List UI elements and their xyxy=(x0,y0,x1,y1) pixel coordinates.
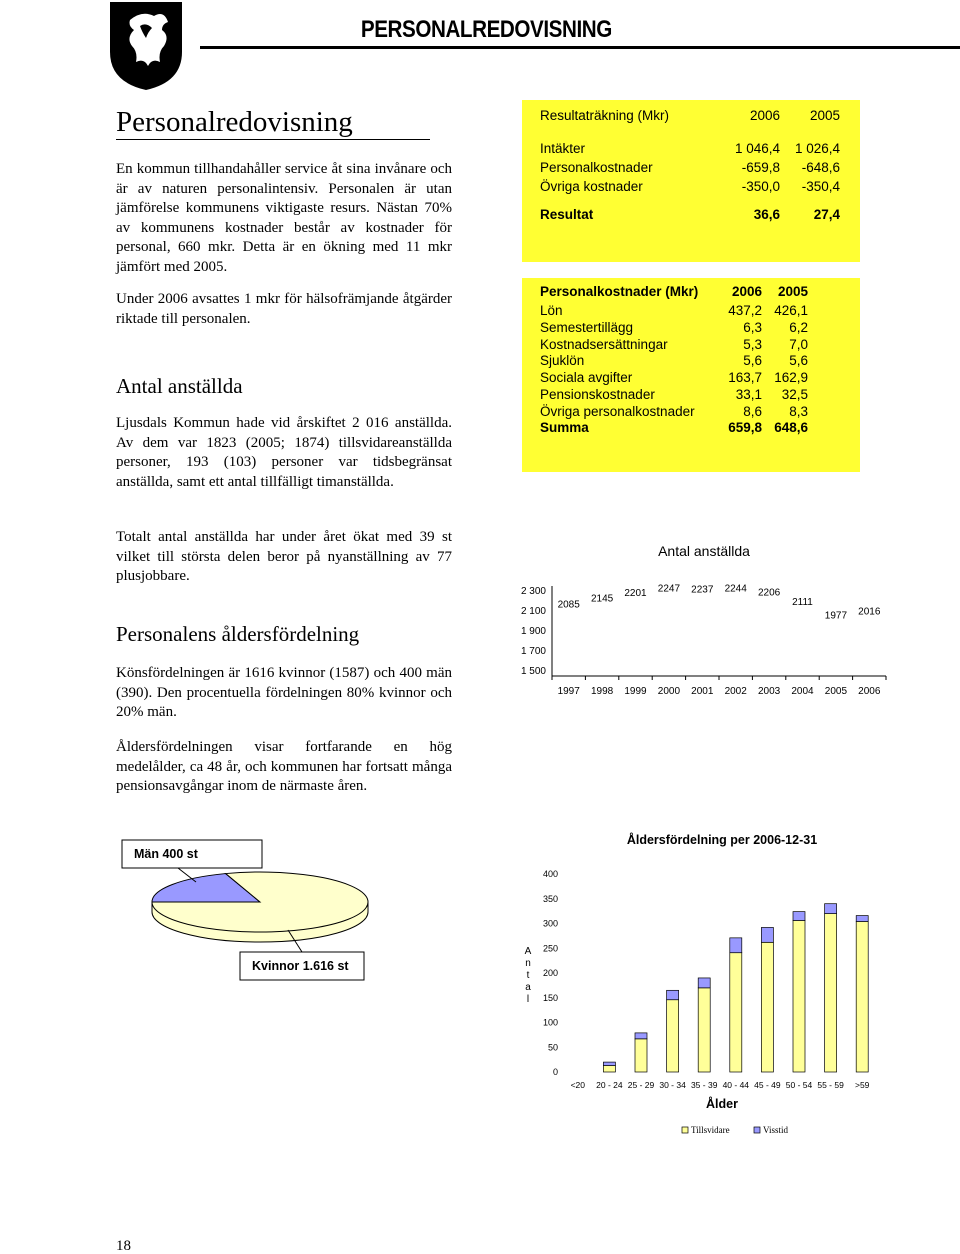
personnel-costs-header xyxy=(540,284,808,299)
income-row xyxy=(540,160,840,175)
age-bar-visstid xyxy=(603,1062,615,1065)
personnel-cost-label: Pensionskostnader xyxy=(540,387,655,402)
age-bar-tillsvidare xyxy=(667,1000,679,1072)
income-value-2006: 1 046,4 xyxy=(734,141,780,156)
employees-x-tick-label: 2005 xyxy=(824,686,848,697)
employees-data-label: 2111 xyxy=(792,596,813,608)
age-x-tick-label: 35 - 39 xyxy=(690,1080,718,1090)
personnel-cost-row xyxy=(540,353,808,368)
age-y-tick-label: 350 xyxy=(542,893,558,904)
age-x-tick-label: >59 xyxy=(854,1080,870,1090)
age-chart-title: Åldersfördelning per 2006-12-31 xyxy=(626,833,818,847)
age-bar-tillsvidare xyxy=(635,1039,647,1072)
personnel-cost-value-2005: 6,2 xyxy=(789,319,808,335)
income-result-row xyxy=(540,207,840,222)
age-bar-visstid xyxy=(730,938,742,953)
age-y-axis-label-letter: t xyxy=(526,970,530,981)
personnel-cost-label: Semestertillägg xyxy=(540,319,634,335)
age-y-tick-label: 300 xyxy=(542,918,558,929)
gender-pie-chart xyxy=(118,830,408,990)
title-underline xyxy=(116,139,430,140)
employees-data-label: 2244 xyxy=(724,583,747,595)
employees-y-tick-label: 1 900 xyxy=(520,626,546,637)
pie-label-men: Män 400 st xyxy=(134,847,198,861)
personnel-cost-value-2005: 8,3 xyxy=(789,403,808,419)
income-header-year-2006: 2006 xyxy=(749,108,780,123)
personnel-cost-value-2006: 5,3 xyxy=(743,336,762,352)
personnel-cost-value-2006: 163,7 xyxy=(728,370,762,386)
income-value-2006: -659,8 xyxy=(741,160,780,175)
income-label: Intäkter xyxy=(540,141,586,156)
personnel-cost-value-2006: 33,1 xyxy=(735,387,762,402)
age-legend-label: Visstid xyxy=(763,1125,788,1135)
result-value-2005: 27,4 xyxy=(813,207,840,222)
personnel-cost-row xyxy=(540,404,808,419)
personnel-cost-value-2005: 162,9 xyxy=(774,370,808,386)
income-header-year-2005: 2005 xyxy=(809,108,840,123)
personnel-cost-row xyxy=(540,320,808,335)
employees-data-label: 2237 xyxy=(691,584,714,596)
income-statement-title: Resultaträkning (Mkr) xyxy=(540,108,670,123)
sum-label: Summa xyxy=(540,420,589,435)
employees-heading: Antal anställda xyxy=(116,374,243,398)
age-bar-tillsvidare xyxy=(730,953,742,1072)
age-bar-tillsvidare xyxy=(793,921,805,1072)
age-legend-swatch xyxy=(682,1127,688,1133)
page-number: 18 xyxy=(116,1238,131,1254)
result-value-2006: 36,6 xyxy=(753,207,780,222)
personnel-cost-label: Kostnadsersättningar xyxy=(540,336,668,352)
employees-x-tick-label: 2000 xyxy=(657,686,681,697)
personnel-sum-row xyxy=(540,420,808,435)
age-bar-tillsvidare xyxy=(761,942,773,1072)
page-title: Personalredovisning xyxy=(116,106,353,138)
personnel-cost-label: Sociala avgifter xyxy=(540,370,633,386)
municipality-coat-of-arms-logo xyxy=(108,0,184,92)
income-value-2005: -648,6 xyxy=(801,160,840,175)
employees-data-label: 2247 xyxy=(657,583,681,595)
income-row xyxy=(540,141,840,156)
age-bar-tillsvidare xyxy=(603,1066,615,1072)
age-bar-visstid xyxy=(635,1033,647,1039)
employees-data-label: 2085 xyxy=(557,599,580,611)
age-bar-visstid xyxy=(825,904,837,914)
employees-data-label: 2201 xyxy=(624,587,647,599)
age-y-tick-label: 250 xyxy=(542,943,558,954)
employees-x-tick-label: 2003 xyxy=(757,686,781,697)
employees-x-tick-label: 2004 xyxy=(791,686,814,697)
employees-chart xyxy=(500,532,900,712)
age-x-tick-label: <20 xyxy=(570,1080,586,1090)
employees-x-tick-label: 1999 xyxy=(624,686,647,697)
employees-data-label: 2016 xyxy=(858,606,881,618)
age-y-tick-label: 0 xyxy=(552,1067,558,1077)
result-label: Resultat xyxy=(540,207,594,222)
personnel-cost-label: Lön xyxy=(540,303,563,318)
personnel-cost-row xyxy=(540,337,808,352)
employees-x-tick-label: 1997 xyxy=(557,686,580,697)
employees-x-tick-label: 2001 xyxy=(691,686,714,697)
employees-x-tick-label: 1998 xyxy=(590,686,614,697)
employees-y-tick-label: 1 500 xyxy=(520,666,546,677)
header-rule xyxy=(200,46,960,49)
age-paragraph-1: Könsfördelningen är 1616 kvinnor (1587) och 400 män (390). Den procentuella fördelningen 80% kvinnor och 20% män. xyxy=(116,665,452,721)
age-legend-label: Tillsvidare xyxy=(691,1125,730,1135)
age-bar-tillsvidare xyxy=(825,914,837,1072)
age-y-tick-label: 400 xyxy=(542,869,558,879)
age-y-axis-label-letter: n xyxy=(525,958,531,969)
age-x-tick-label: 45 - 49 xyxy=(754,1080,781,1090)
income-value-2005: 1 026,4 xyxy=(794,141,840,156)
page-header-title: PERSONALREDOVISNING xyxy=(360,16,612,43)
sum-value-2006: 659,8 xyxy=(728,420,762,435)
employees-y-tick-label: 2 100 xyxy=(520,606,546,617)
personnel-cost-value-2005: 5,6 xyxy=(789,353,808,369)
age-x-tick-label: 30 - 34 xyxy=(659,1080,686,1090)
income-value-2006: -350,0 xyxy=(741,179,780,194)
age-y-tick-label: 100 xyxy=(542,1017,558,1028)
personnel-cost-value-2005: 32,5 xyxy=(781,387,808,402)
age-y-tick-label: 150 xyxy=(542,992,558,1003)
employees-y-tick-label: 1 700 xyxy=(520,646,546,657)
age-bar-tillsvidare xyxy=(698,988,710,1072)
income-statement-header xyxy=(540,108,840,123)
personnel-cost-value-2005: 426,1 xyxy=(774,303,808,318)
age-y-axis-label-letter: a xyxy=(525,982,531,993)
employees-data-label: 1977 xyxy=(824,610,848,622)
personnel-cost-value-2006: 8,6 xyxy=(743,403,762,419)
personnel-cost-row xyxy=(540,370,808,385)
age-y-tick-label: 200 xyxy=(542,968,558,978)
employees-paragraph-2: Totalt antal anställda har under året ökat med 39 st vilket till största delen beror på nyanställning av 77 plusjobbare. xyxy=(116,529,452,585)
personnel-cost-row xyxy=(540,387,808,402)
pie-label-women: Kvinnor 1.616 st xyxy=(252,959,349,973)
age-y-axis-label-letter: A xyxy=(524,946,532,957)
personnel-cost-label: Sjuklön xyxy=(540,353,585,369)
health-paragraph: Under 2006 avsattes 1 mkr för hälsofrämjande åtgärder riktade till personalen. xyxy=(116,291,452,327)
income-statement-box xyxy=(522,100,860,262)
sum-value-2005: 648,6 xyxy=(774,420,808,435)
age-x-tick-label: 25 - 29 xyxy=(627,1080,655,1090)
income-label: Personalkostnader xyxy=(540,160,653,175)
intro-paragraph: En kommun tillhandahåller service åt sina invånare och är av naturen personalintensiv. Personalen är utan jämförelse kommunens viktigaste resurs. Nästan 70% av kommunens kostnader består av kostnader för personal, 660 mkr. Detta är en ökning med 11 mkr jämfört med 2005. xyxy=(116,161,452,275)
age-bar-visstid xyxy=(698,978,710,988)
employees-paragraph-1: Ljusdals Kommun hade vid årskiftet 2 016 anställda. Av dem var 1823 (2005; 1874) tillsvidareanställda personer, 193 (103) personer var tidsbegränsat anställda, samt ett antal tillfälligt timanställda. xyxy=(116,415,452,490)
age-paragraph-2: Åldersfördelningen visar fortfarande en hög medelålder, ca 48 år, och kommunen har fortsatt många pensionsavgångar inom de närmaste åren. xyxy=(116,739,452,795)
age-x-tick-label: 20 - 24 xyxy=(596,1080,623,1090)
employees-x-tick-label: 2006 xyxy=(858,686,881,697)
age-x-axis-label: Ålder xyxy=(706,1097,738,1111)
personnel-costs-box xyxy=(522,278,860,472)
age-bar-tillsvidare xyxy=(856,922,868,1072)
employees-x-tick-label: 2002 xyxy=(724,686,747,697)
age-legend-swatch xyxy=(754,1127,760,1133)
age-distribution-heading: Personalens åldersfördelning xyxy=(116,622,360,646)
income-row xyxy=(540,179,840,194)
age-bar-visstid xyxy=(667,990,679,999)
personnel-cost-value-2006: 437,2 xyxy=(728,303,762,318)
age-distribution-chart xyxy=(508,826,888,1144)
employees-data-label: 2145 xyxy=(590,593,614,605)
age-bar-visstid xyxy=(793,912,805,921)
employees-chart-title: Antal anställda xyxy=(658,543,750,559)
age-x-tick-label: 40 - 44 xyxy=(722,1080,750,1090)
personnel-cost-value-2006: 5,6 xyxy=(743,353,762,369)
age-y-tick-label: 50 xyxy=(547,1042,558,1053)
age-x-tick-label: 50 - 54 xyxy=(785,1080,813,1090)
personnel-costs-title: Personalkostnader (Mkr) xyxy=(540,284,699,299)
personnel-cost-label: Övriga personalkostnader xyxy=(540,403,695,419)
age-x-tick-label: 55 - 59 xyxy=(817,1080,844,1090)
age-bar-visstid xyxy=(856,916,868,922)
employees-data-label: 2206 xyxy=(757,587,781,599)
age-bar-visstid xyxy=(761,927,773,942)
employees-y-tick-label: 2 300 xyxy=(520,586,546,597)
personnel-header-year-2005: 2005 xyxy=(777,284,808,299)
income-label: Övriga kostnader xyxy=(540,179,643,194)
income-value-2005: -350,4 xyxy=(801,179,840,194)
age-y-axis-label-letter: l xyxy=(526,994,530,1005)
personnel-cost-row xyxy=(540,303,808,318)
personnel-header-year-2006: 2006 xyxy=(731,284,762,299)
personnel-cost-value-2005: 7,0 xyxy=(789,336,808,352)
personnel-cost-value-2006: 6,3 xyxy=(743,319,762,335)
